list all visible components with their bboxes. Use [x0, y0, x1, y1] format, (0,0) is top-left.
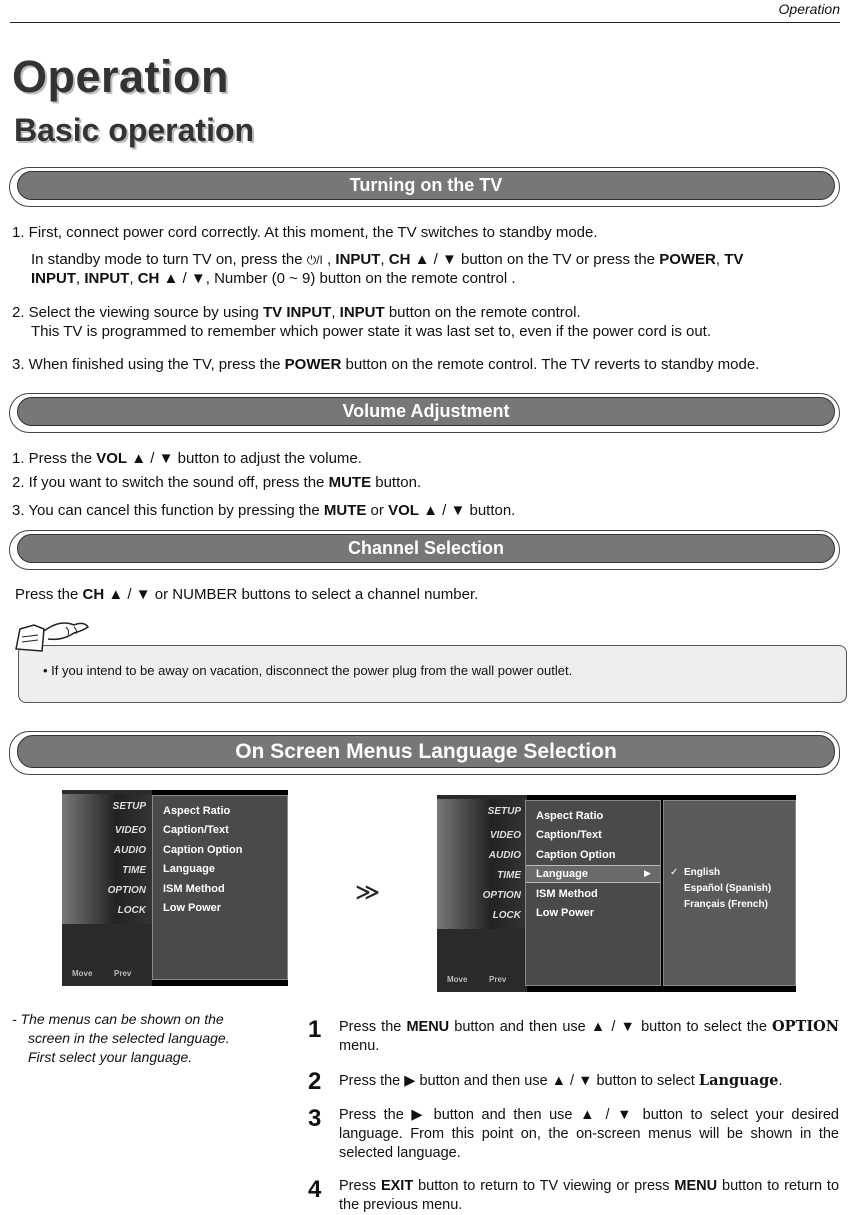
- menu2-item: Caption Option: [536, 849, 616, 861]
- turning-on-step-3: 3. When finished using the TV, press the POWER button on the remote control. The TV reverts to standby mode.: [12, 356, 760, 373]
- step-number: 4: [308, 1176, 322, 1203]
- menu-screenshot-1: [62, 790, 288, 986]
- volume-step-2: 2. If you want to switch the sound off, press the MUTE button.: [12, 474, 422, 491]
- transition-arrow-icon: ≫: [355, 879, 381, 906]
- menu2-cat-row: LOCK: [437, 903, 527, 929]
- menu1-item: Caption Option: [163, 844, 243, 856]
- turning-on-step-2-detail: This TV is programmed to remember which power state it was last set to, even if the power cord is out.: [31, 323, 712, 340]
- check-icon: ✓: [670, 867, 679, 878]
- step-number: 1: [308, 1016, 322, 1043]
- note-hand-icon: [12, 615, 92, 657]
- turning-on-step-1: 1. First, connect power cord correctly. At this moment, the TV switches to standby mode.: [12, 224, 598, 241]
- menu2-footer-prev: Prev: [489, 975, 507, 984]
- step-1-text: Press the MENU button and then use ▲ / ▼ button to select the OPTION menu.: [339, 1018, 839, 1054]
- menu2-item-selected: Language: [536, 868, 588, 880]
- menu2-language-panel: [663, 800, 796, 986]
- step-4-text: Press EXIT button to return to TV viewing or press MENU button to return to the previous menu.: [339, 1178, 840, 1213]
- volume-step-3: 3. You can cancel this function by pressing the MUTE or VOL ▲ / ▼ button.: [12, 502, 516, 519]
- menu1-footer-move: Move: [72, 969, 93, 978]
- section-bar-volume: [9, 393, 840, 433]
- turning-on-step-2: 2. Select the viewing source by using TV INPUT, INPUT button on the remote control.: [12, 304, 581, 321]
- menu2-footer-move: Move: [447, 975, 468, 984]
- menu2-cat-row: SETUP: [437, 799, 527, 825]
- volume-step-1: 1. Press the VOL ▲ / ▼ button to adjust the volume.: [12, 450, 362, 467]
- menu1-panel: [152, 795, 288, 980]
- menu1-cat-row: OPTION: [62, 878, 152, 904]
- menu2-cat-row: VIDEO: [437, 823, 527, 849]
- step-2-text: Press the ▶ button and then use ▲ / ▼ button to select Language.: [339, 1072, 783, 1089]
- section-title-turning-on: Turning on the TV: [17, 171, 835, 200]
- menu2-cat-row: OPTION: [437, 883, 527, 909]
- section-title-language: On Screen Menus Language Selection: [17, 735, 835, 768]
- menu2-item: Aspect Ratio: [536, 810, 604, 822]
- power-symbol: ⏻/I: [306, 253, 323, 267]
- menu2-item: ISM Method: [536, 888, 598, 900]
- menu1-item: ISM Method: [163, 883, 225, 895]
- turning-on-step-1-detail-b: INPUT, INPUT, CH ▲ / ▼, Number (0 ~ 9) button on the remote control .: [31, 270, 516, 287]
- menu1-footer-prev: Prev: [114, 969, 132, 978]
- submenu-arrow-icon: ▶: [644, 868, 651, 878]
- menu1-cat-row: AUDIO: [62, 838, 152, 864]
- menu1-cat-row: TIME: [62, 858, 152, 884]
- page-title: Operation: [12, 51, 230, 102]
- menu-screenshot-2: [437, 795, 796, 992]
- section-bar-channel: [9, 530, 840, 570]
- step-number: 2: [308, 1068, 322, 1095]
- menu1-item: Caption/Text: [163, 824, 229, 836]
- turning-on-step-1-detail-a: In standby mode to turn TV on, press the ⏻/I , INPUT, CH ▲ / ▼ button on the TV or press the POWER, TV: [31, 251, 744, 268]
- menu1-cat-row: VIDEO: [62, 818, 152, 844]
- menu2-item: Low Power: [536, 907, 595, 919]
- menu1-item: Language: [163, 863, 215, 875]
- language-option: Français (French): [684, 899, 768, 910]
- header-rule: [10, 22, 840, 23]
- menu2-panel: [525, 800, 661, 986]
- menu1-item: Low Power: [163, 902, 222, 914]
- running-header: Operation: [778, 1, 840, 17]
- step-3-text: Press the ▶ button and then use ▲ / ▼ button to select your desired language. From this point on, the on-screen menus will be shown in the selected language.: [339, 1107, 839, 1161]
- menu2-cat-row: AUDIO: [437, 843, 527, 869]
- menu2-cat-row: TIME: [437, 863, 527, 889]
- section-title-channel: Channel Selection: [17, 534, 835, 563]
- note-text: • If you intend to be away on vacation, disconnect the power plug from the wall power outlet.: [43, 663, 573, 678]
- side-note: - The menus can be shown on the screen in the selected language. First select your language.: [12, 1011, 230, 1065]
- section-title-volume: Volume Adjustment: [17, 397, 835, 426]
- section-bar-language: [9, 731, 840, 775]
- section-bar-turning-on: [9, 167, 840, 207]
- menu1-item: Aspect Ratio: [163, 805, 231, 817]
- channel-instruction: Press the CH ▲ / ▼ or NUMBER buttons to select a channel number.: [15, 586, 479, 603]
- menu1-cat-row: LOCK: [62, 898, 152, 924]
- step-number: 3: [308, 1105, 322, 1132]
- page-subtitle: Basic operation: [14, 112, 255, 148]
- language-option: English: [684, 867, 721, 878]
- menu2-item: Caption/Text: [536, 829, 602, 841]
- menu1-cat-row: SETUP: [62, 794, 152, 820]
- language-option: Español (Spanish): [684, 883, 772, 894]
